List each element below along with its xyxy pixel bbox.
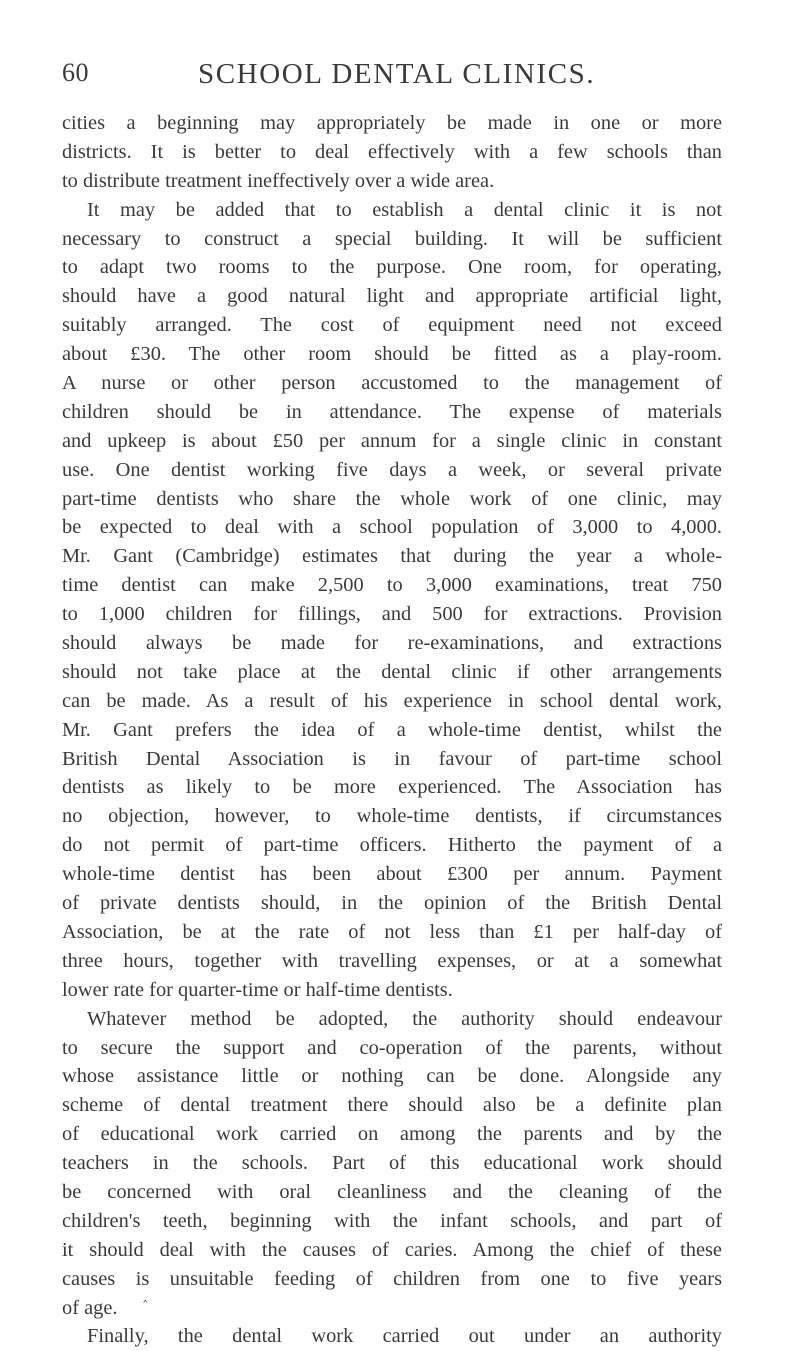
text-line: Mr. Gant (Cambridge) estimates that during the year a whole-	[62, 545, 722, 568]
text-line: should not take place at the dental clinic if other arrangements	[62, 660, 722, 683]
text-line: part-time dentists who share the whole work of one clinic, may	[62, 487, 722, 510]
text-line: A nurse or other person accustomed to the management of	[62, 372, 722, 395]
body-text	[62, 109, 722, 1351]
text-line: to distribute treatment ineffectively over a wide area.	[62, 169, 495, 192]
text-line: teachers in the schools. Part of this educational work should	[62, 1152, 722, 1175]
text-line: time dentist can make 2,500 to 3,000 examinations, treat 750	[62, 574, 722, 597]
text-line: of private dentists should, in the opinion of the British Dental	[62, 892, 722, 915]
text-line: lower rate for quarter-time or half-time dentists.	[62, 978, 453, 1001]
paragraph-start-line: Finally, the dental work carried out under an authority	[87, 1325, 722, 1348]
text-line: use. One dentist working five days a week, or several private	[62, 458, 722, 481]
text-line: causes is unsuitable feeding of children from one to five years	[62, 1267, 722, 1290]
text-line: of educational work carried on among the parents and by the	[62, 1123, 722, 1146]
text-line: children should be in attendance. The expense of materials	[62, 400, 722, 423]
text-line: Mr. Gant prefers the idea of a whole-time dentist, whilst the	[62, 718, 722, 741]
page-header	[62, 58, 722, 98]
page-number: 60	[62, 58, 89, 87]
text-line: to 1,000 children for fillings, and 500 for extractions. Provision	[62, 603, 722, 626]
text-line: three hours, together with travelling expenses, or at a somewhat	[62, 949, 722, 972]
stray-print-mark: ‸	[143, 1288, 148, 1303]
text-line: do not permit of part-time officers. Hitherto the payment of a	[62, 834, 722, 857]
text-line: should have a good natural light and appropriate artificial light,	[62, 285, 722, 308]
text-line: be concerned with oral cleanliness and the cleaning of the	[62, 1180, 722, 1203]
text-line: can be made. As a result of his experience in school dental work,	[62, 689, 722, 712]
text-line: be expected to deal with a school population of 3,000 to 4,000.	[62, 516, 722, 539]
text-line: necessary to construct a special building. It will be sufficient	[62, 227, 722, 250]
text-line: whole-time dentist has been about £300 per annum. Payment	[62, 863, 722, 886]
text-line: to secure the support and co-operation of the parents, without	[62, 1036, 722, 1059]
text-line: whose assistance little or nothing can be done. Alongside any	[62, 1065, 722, 1088]
text-line: Association, be at the rate of not less than £1 per half-day of	[62, 920, 722, 943]
text-line: no objection, however, to whole-time dentists, if circumstances	[62, 805, 722, 828]
text-line: of age.	[62, 1296, 118, 1319]
paragraph-start-line: Whatever method be adopted, the authority should endeavour	[87, 1007, 722, 1030]
text-line: suitably arranged. The cost of equipment need not exceed	[62, 314, 722, 337]
text-line: to adapt two rooms to the purpose. One room, for operating,	[62, 256, 722, 279]
text-line: districts. It is better to deal effectively with a few schools than	[62, 140, 722, 163]
text-line: dentists as likely to be more experienced. The Association has	[62, 776, 722, 799]
text-line: British Dental Association is in favour of part-time school	[62, 747, 722, 770]
text-line: and upkeep is about £50 per annum for a single clinic in constant	[62, 429, 722, 452]
text-line: about £30. The other room should be fitted as a play-room.	[62, 343, 722, 366]
text-line: scheme of dental treatment there should also be a definite plan	[62, 1094, 722, 1117]
text-line: should always be made for re-examinations, and extractions	[62, 632, 722, 655]
text-line: children's teeth, beginning with the infant schools, and part of	[62, 1209, 722, 1232]
text-line: cities a beginning may appropriately be made in one or more	[62, 112, 722, 134]
paragraph-start-line: It may be added that to establish a dental clinic it is not	[87, 198, 722, 221]
running-title: SCHOOL DENTAL CLINICS.	[198, 58, 596, 90]
text-line: it should deal with the causes of caries. Among the chief of these	[62, 1238, 722, 1261]
